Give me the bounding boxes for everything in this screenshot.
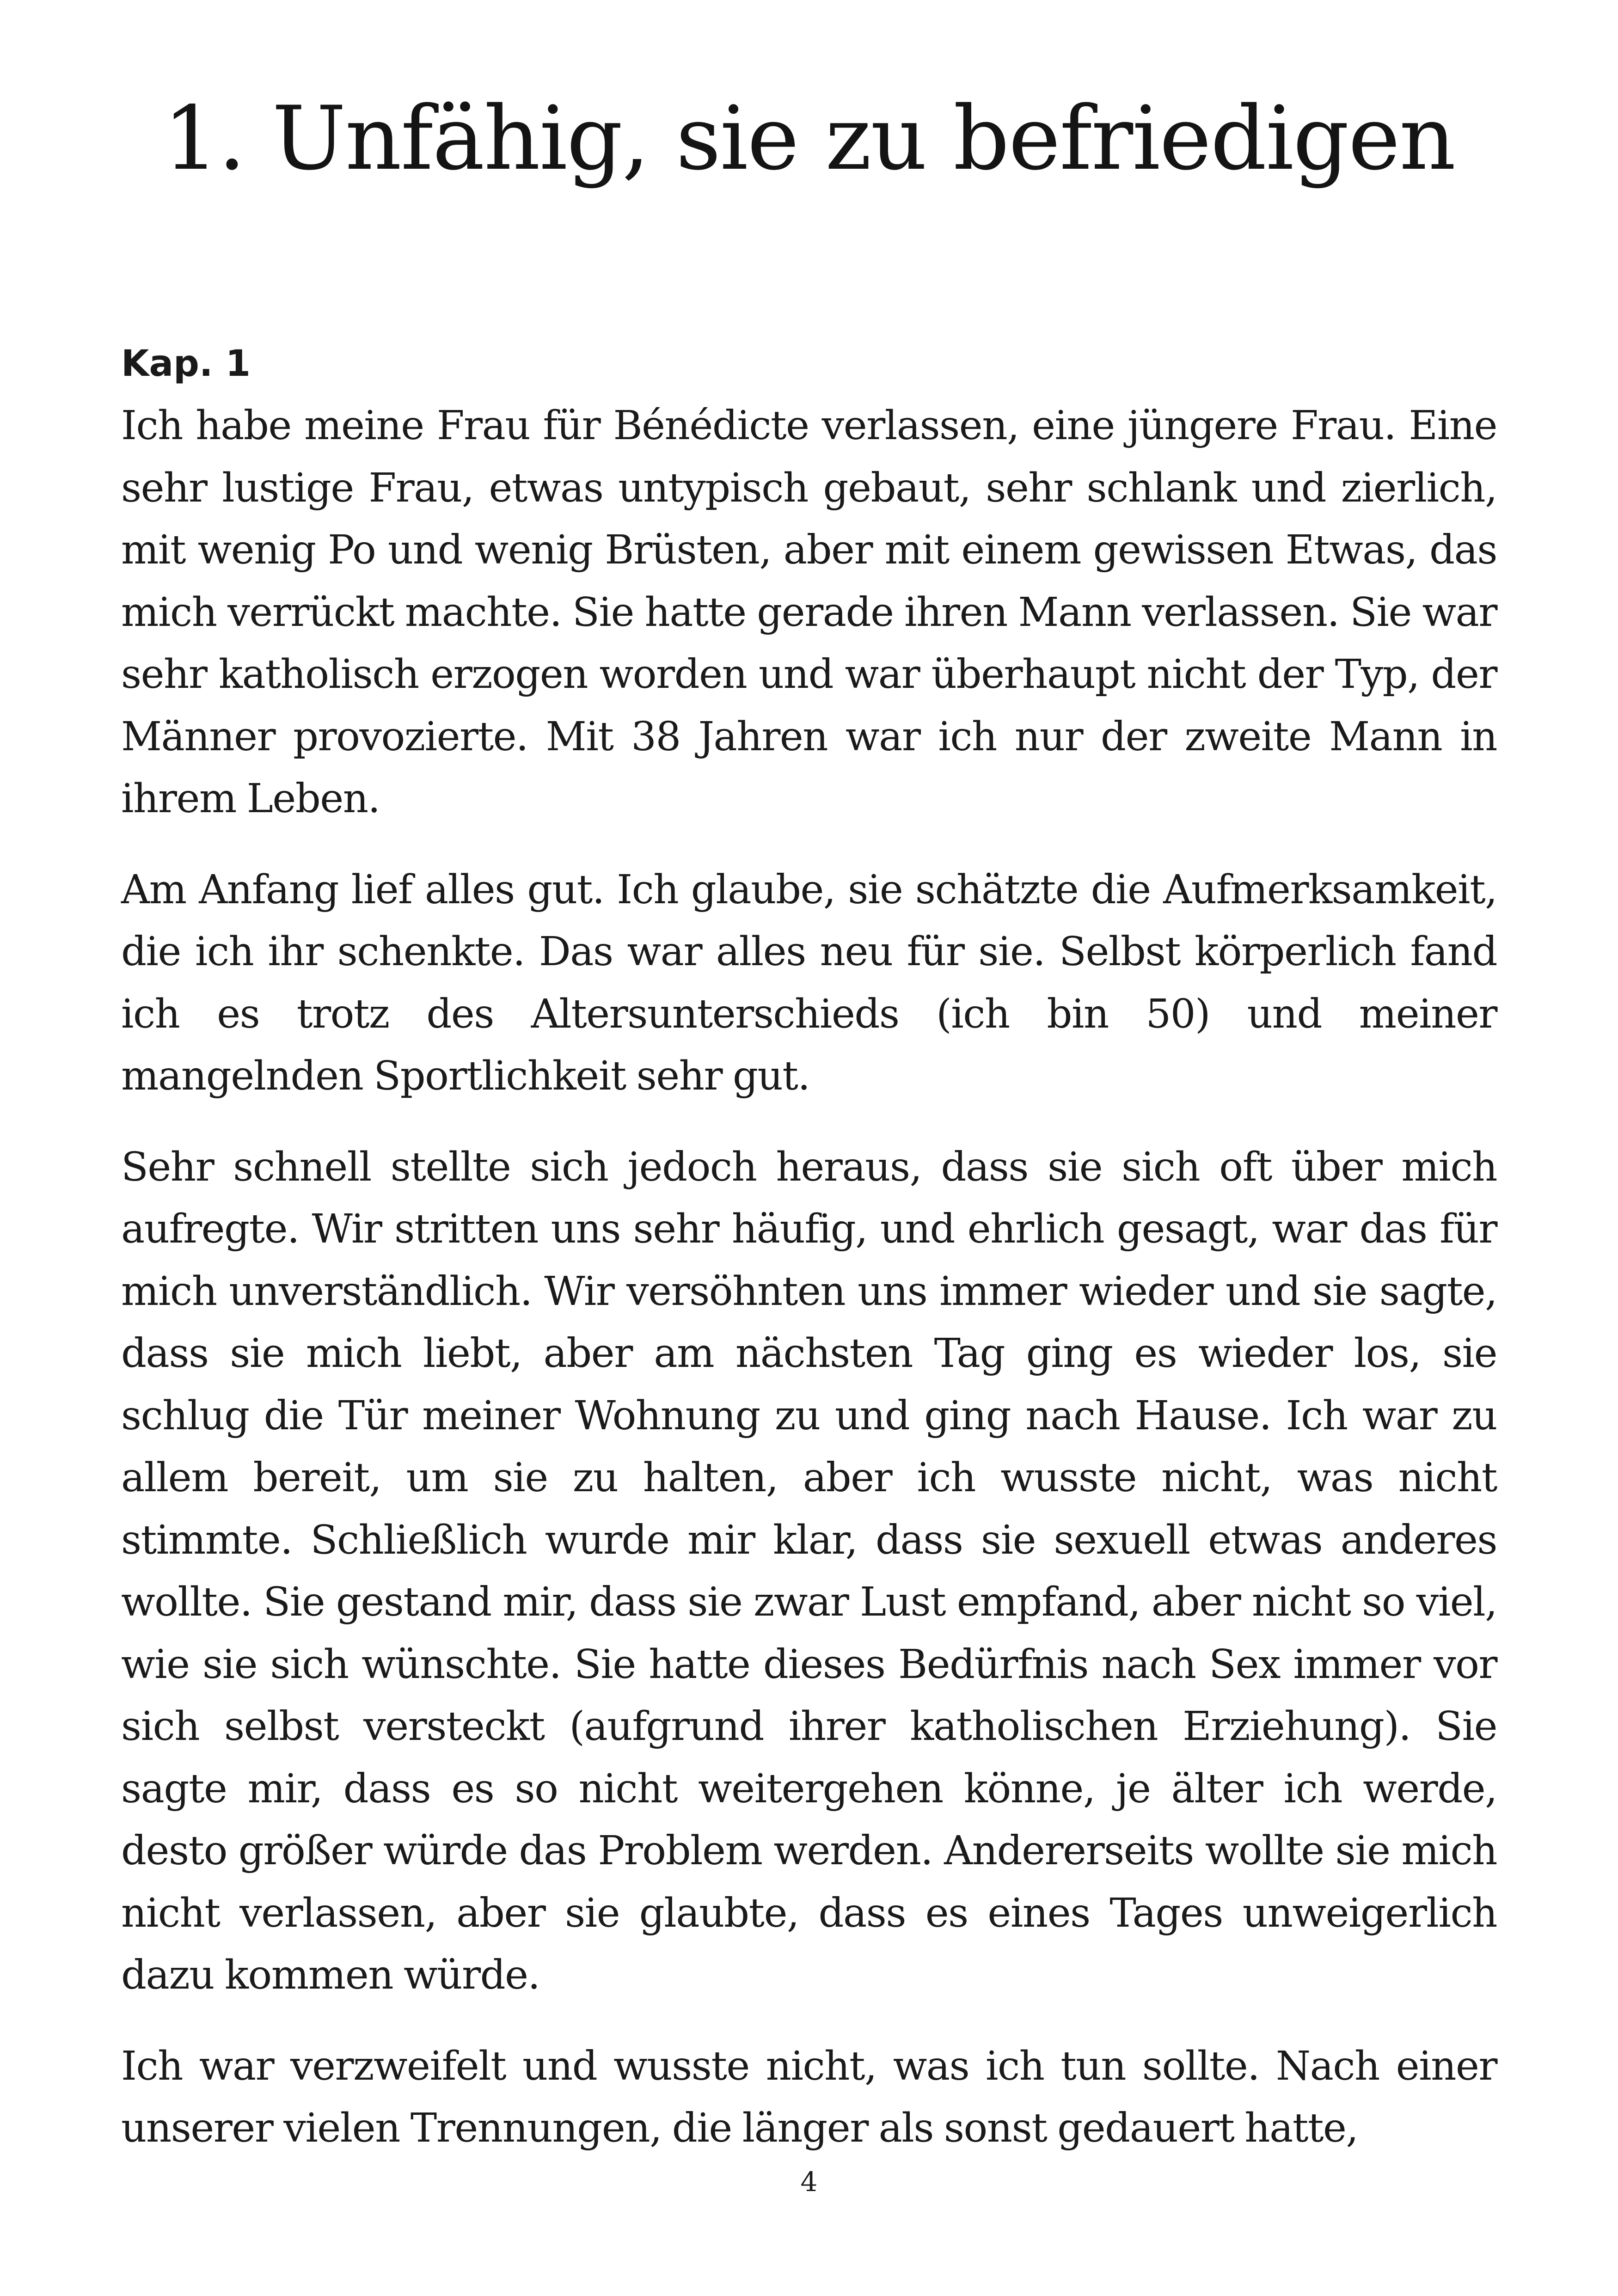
paragraph-2: Am Anfang lief alles gut. Ich glaube, sie schätzte die Aufmerksamkeit, die ich ihr schenkte. Das war alles neu für sie. Selbst körperlich fand ich es trotz des Altersunterschieds (ich bin 50) und meiner mangelnden Sportlichkeit sehr gut. [121,866,1497,1099]
paragraph-4: Ich war verzweifelt und wusste nicht, was ich tun sollte. Nach einer unserer vielen Trennungen, die länger als sonst gedauert hatte, [121,2043,1497,2151]
paragraph-1: Ich habe meine Frau für Bénédicte verlassen, eine jüngere Frau. Eine sehr lustige Frau, etwas untypisch gebaut, sehr schlank und zierlich, mit wenig Po und wenig Brüsten, aber mit einem gewissen Etwas, das mich verrückt machte. Sie hatte gerade ihren Mann verlassen. Sie war sehr katholisch erzogen worden und war überhaupt nicht der Typ, der Männer provozierte. Mit 38 Jahren war ich nur der zweite Mann in ihrem Leben. [121,403,1497,822]
paragraph-3: Sehr schnell stellte sich jedoch heraus, dass sie sich oft über mich aufregte. Wir stritten uns sehr häufig, und ehrlich gesagt, war das für mich unverständlich. Wir versöhnten uns immer wieder und sie sagte, dass sie mich liebt, aber am nächsten Tag ging es wieder los, sie schlug die Tür meiner Wohnung zu und ging nach Hause. Ich war zu allem bereit, um sie zu halten, aber ich wusste nicht, was nicht stimmte. Schließlich wurde mir klar, dass sie sexuell etwas anderes wollte. Sie gestand mir, dass sie zwar Lust empfand, aber nicht so viel, wie sie sich wünschte. Sie hatte dieses Bedürfnis nach Sex immer vor sich selbst versteckt (aufgrund ihrer katholischen Erziehung). Sie sagte mir, dass es so nicht weitergehen könne, je älter ich werde, desto größer würde das Problem werden. Andererseits wollte sie mich nicht verlassen, aber sie glaubte, dass es eines Tages unweigerlich dazu kommen würde. [121,1144,1497,1998]
chapter-title: 1. Unfähig, sie zu befriedigen [163,87,1455,190]
page-number: 4 [800,2166,818,2198]
chapter-body [121,333,1497,2160]
section-label: Kap. 1 [121,343,251,385]
